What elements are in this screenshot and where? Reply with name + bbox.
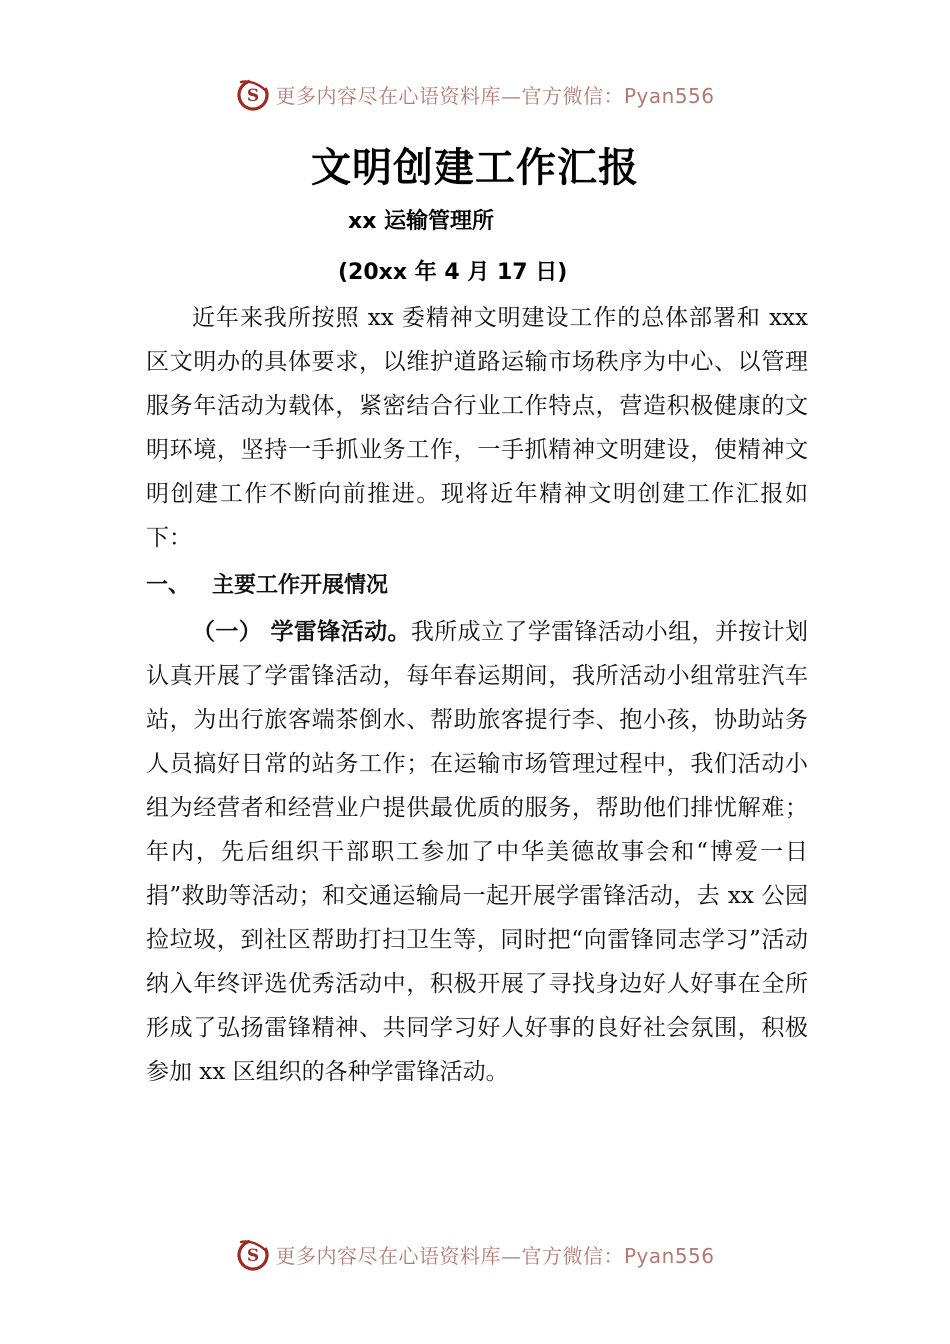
ink-brush-logo-icon [235, 1236, 271, 1272]
subsection-text: 我所成立了学雷锋活动小组，并按计划认真开展了学雷锋活动，每年春运期间，我所活动小组常驻汽车站，为出行旅客端茶倒水、帮助旅客提行李、抱小孩，协助站务人员搞好日常的站务工作；在运输市场管理过程中，我们活动小组为经营者和经营业户提供最优质的服务，帮助他们排忧解难；年内，先后组织干部职工参加了中华美德故事会和“博爱一日捐”救助等活动；和交通运输局一起开展学雷锋活动，去 xx 公园捡垃圾，到社区帮助打扫卫生等，同时把“向雷锋同志学习”活动纳入年终评选优秀活动中，积极开展了寻找身边好人好事在全所形成了弘扬雷锋精神、共同学习好人好事的良好社会氛围，积极参加 xx 区组织的各种学雷锋活动。 [146, 619, 809, 1085]
svg-text:S: S [247, 1246, 260, 1266]
header-watermark-banner [0, 72, 950, 116]
organization-name: xx 运输管理所 [348, 209, 495, 234]
intro-paragraph: 近年来我所按照 xx 委精神文明建设工作的总体部署和 xxx 区文明办的具体要求，以维护道路运输市场秩序为中心、以管理服务年活动为载体，紧密结合行业工作特点，营造积极健康的文明环境，坚持一手抓业务工作，一手抓精神文明建设，使精神文明创建工作不断向前推进。现将近年精神文明创建工作汇报如下： [146, 305, 808, 551]
banner-text: 更多内容尽在心语资料库—官方微信：Pyan556 [275, 83, 715, 108]
document-title: 文明创建工作汇报 [311, 145, 639, 191]
subsection-paragraph [146, 610, 808, 1094]
ink-brush-logo-icon [235, 76, 271, 112]
wechat-id: Pyan556 [623, 83, 715, 108]
footer-watermark-banner [0, 1232, 950, 1276]
document-body [146, 296, 808, 1094]
report-date: (20xx 年 4 月 17 日) [338, 260, 568, 285]
section-number: 一、 [146, 573, 191, 598]
wechat-id: Pyan556 [623, 1243, 715, 1268]
subsection-lead: （一） 学雷锋活动。 [192, 619, 411, 645]
section-heading [146, 560, 808, 604]
svg-text:S: S [247, 86, 260, 106]
banner-text: 更多内容尽在心语资料库—官方微信：Pyan556 [275, 1243, 715, 1268]
section-title: 主要工作开展情况 [212, 573, 389, 598]
